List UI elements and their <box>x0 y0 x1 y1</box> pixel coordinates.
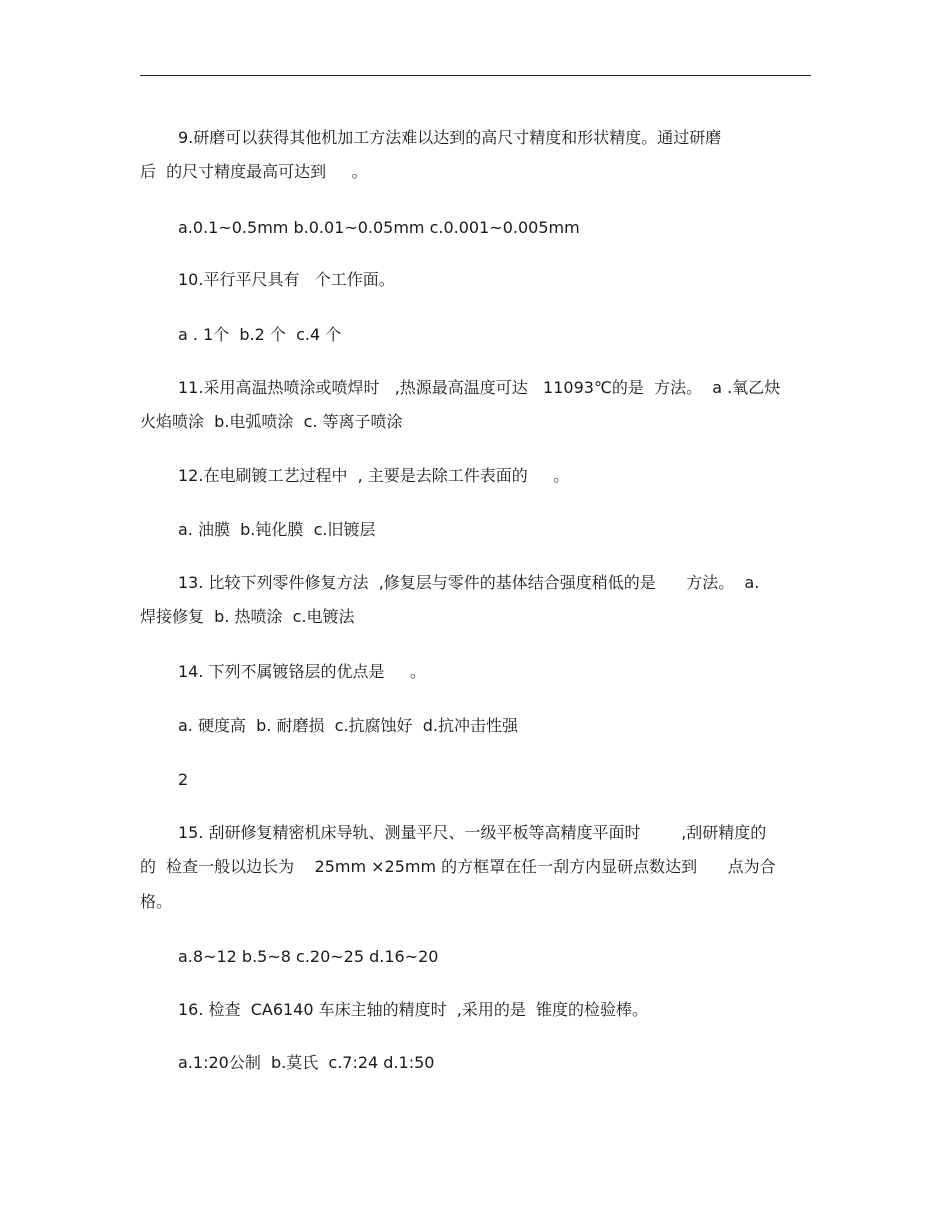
question-14-stem: 14. 下列不属镀铬层的优点是 。 <box>178 662 426 681</box>
header-rule <box>140 75 811 76</box>
question-13-line-1: 13. 比较下列零件修复方法 ,修复层与零件的基体结合强度稍低的是 方法。 a. <box>178 573 760 592</box>
question-9-line-1: 9.研磨可以获得其他机加工方法难以达到的高尺寸精度和形状精度。通过研磨 <box>178 128 722 147</box>
question-15-line-2: 的 检查一般以边长为 25mm ×25mm 的方框罩在任一刮方内显研点数达到 点为合 <box>140 857 776 876</box>
question-15-line-1: 15. 刮研修复精密机床导轨、测量平尺、一级平板等高精度平面时 ,刮研精度的 <box>178 823 767 842</box>
question-11-line-1: 11.采用高温热喷涂或喷焊时 ,热源最高温度可达 11093℃的是 方法。 a .氧乙炔 <box>178 378 781 397</box>
question-16-stem: 16. 检查 CA6140 车床主轴的精度时 ,采用的是 锥度的检验棒。 <box>178 1000 649 1019</box>
question-10-stem: 10.平行平尺具有 个工作面。 <box>178 270 395 289</box>
question-9-line-2: 后 的尺寸精度最高可达到 。 <box>140 162 368 181</box>
question-15-options: a.8~12 b.5~8 c.20~25 d.16~20 <box>178 947 439 966</box>
question-14-options: a. 硬度高 b. 耐磨损 c.抗腐蚀好 d.抗冲击性强 <box>178 716 518 735</box>
question-11-line-2: 火焰喷涂 b.电弧喷涂 c. 等离子喷涂 <box>140 412 403 431</box>
question-12-options: a. 油膜 b.钝化膜 c.旧镀层 <box>178 520 376 539</box>
question-12-stem: 12.在电刷镀工艺过程中 , 主要是去除工件表面的 。 <box>178 466 570 485</box>
question-16-options: a.1:20公制 b.莫氏 c.7:24 d.1:50 <box>178 1053 435 1072</box>
question-13-line-2: 焊接修复 b. 热喷涂 c.电镀法 <box>140 607 355 626</box>
page-number: 2 <box>178 770 189 789</box>
question-9-options: a.0.1~0.5mm b.0.01~0.05mm c.0.001~0.005mm <box>178 218 580 237</box>
question-10-options: a . 1个 b.2 个 c.4 个 <box>178 325 342 344</box>
question-15-line-3: 格。 <box>140 892 173 911</box>
